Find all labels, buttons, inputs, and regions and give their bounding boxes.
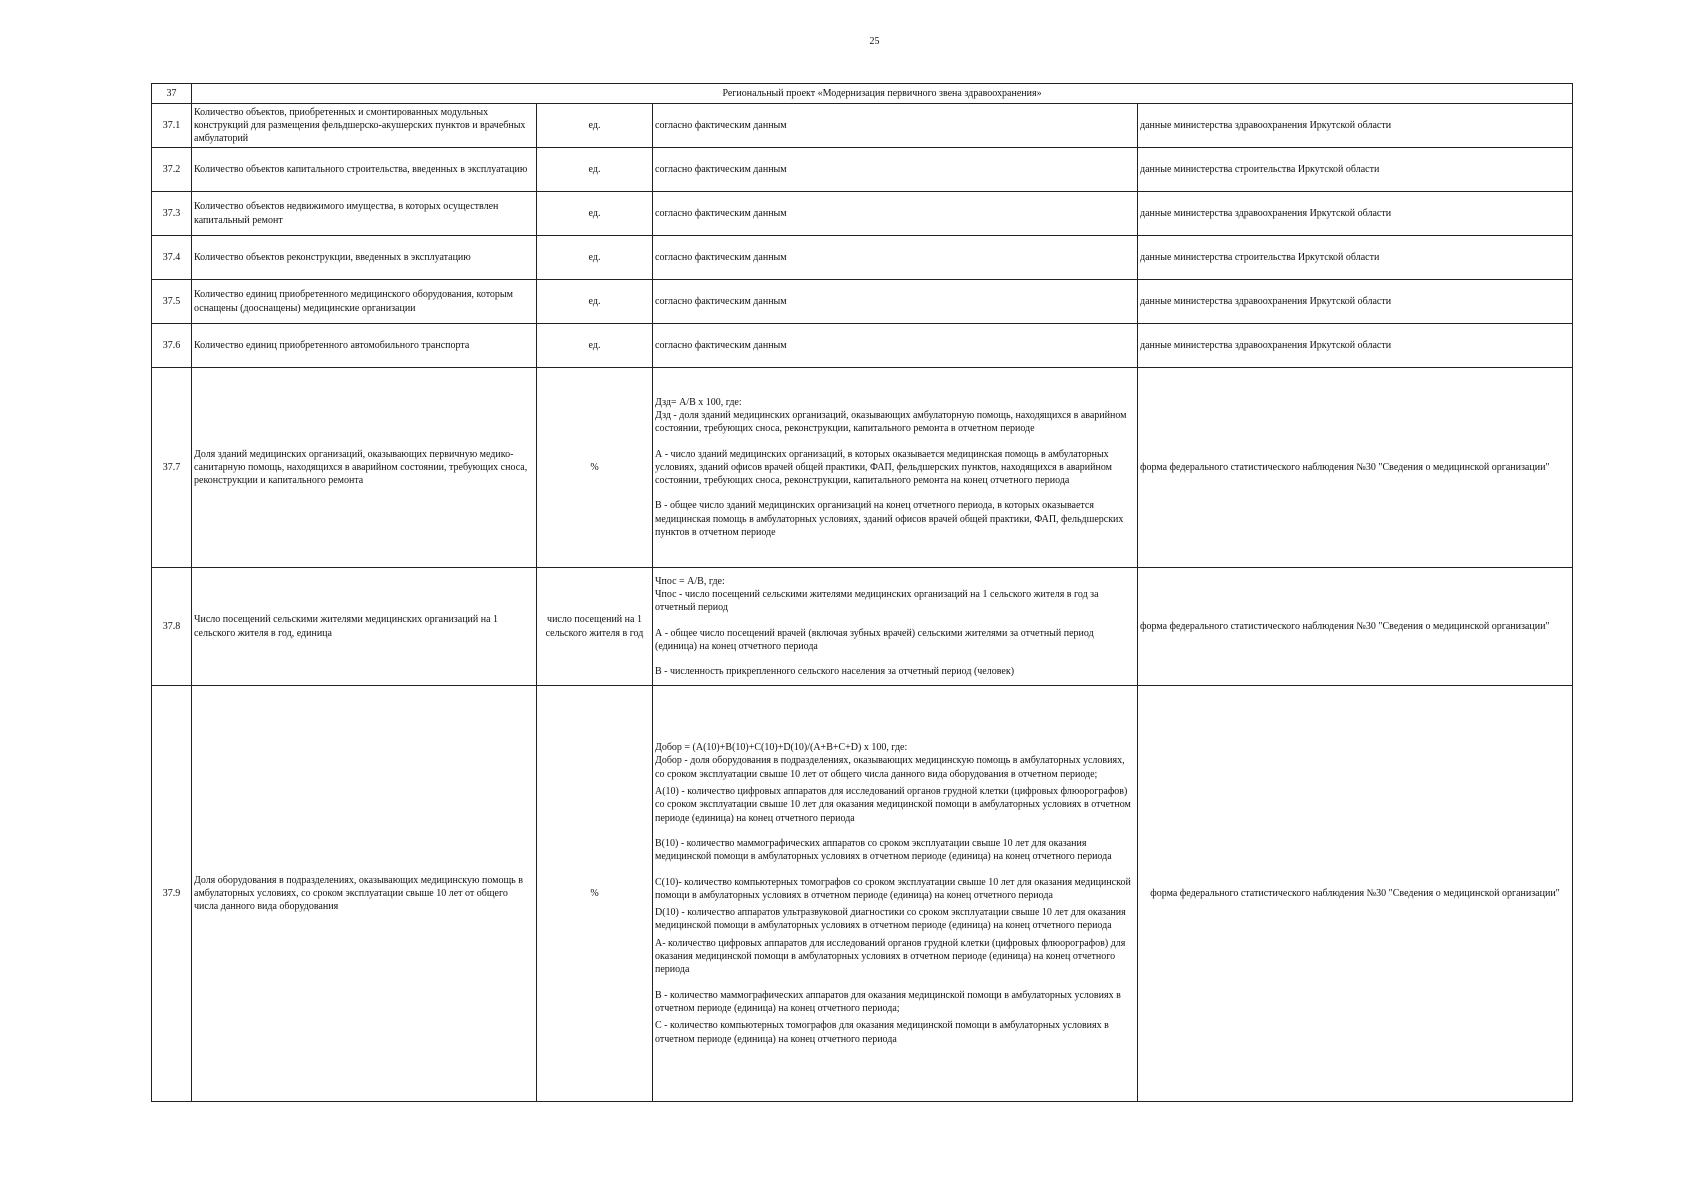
data-source: форма федерального статистического наблюдения №30 "Сведения о медицинской организации" [1138, 368, 1573, 568]
indicator-name: Количество объектов недвижимого имущества, в которых осуществлен капитальный ремонт [192, 192, 537, 236]
indicators-table [151, 83, 1573, 1102]
indicator-name: Число посещений сельскими жителями медицинских организаций на 1 сельского жителя в год, единица [192, 568, 537, 686]
indicator-name: Доля зданий медицинских организаций, оказывающих первичную медико-санитарную помощь, находящихся в аварийном состоянии, требующих сноса, реконструкции и капитального ремонта [192, 368, 537, 568]
formula-term: А(10) - количество цифровых аппаратов для исследований органов грудной клетки (цифровых флюорографов) со сроком эксплуатации свыше 10 лет для оказания медицинской помощи в амбулаторных условиях в отчетном периоде (единица) на конец отчетного периода [655, 786, 1131, 824]
calculation-method: согласно фактическим данным [653, 104, 1138, 148]
indicator-name: Доля оборудования в подразделениях, оказывающих медицинскую помощь в амбулаторных условиях, со сроком эксплуатации свыше 10 лет от общего числа данного вида оборудования [192, 686, 537, 1102]
formula-term: А - число зданий медицинских организаций, в которых оказывается медицинская помощь в амбулаторных условиях, зданий офисов врачей общей практики, ФАП, фельдшерских пунктов, находящихся в аварийном состоянии, требующих сноса, реконструкции, капитального ремонта на конец отчетного периода [655, 448, 1112, 487]
table-row [152, 686, 1573, 1102]
formula-term: Чпос - число посещений сельскими жителями медицинских организаций на 1 сельского жителя в год за отчетный период [655, 588, 1099, 614]
table-row [152, 192, 1573, 236]
section-number: 37 [152, 84, 192, 104]
section-header-row [152, 84, 1573, 104]
indicator-name: Количество единиц приобретенного медицинского оборудования, которым оснащены (дооснащены) медицинские организации [192, 280, 537, 324]
unit: ед. [537, 324, 653, 368]
unit: ед. [537, 104, 653, 148]
unit: ед. [537, 280, 653, 324]
data-source: данные министерства строительства Иркутской области [1138, 148, 1573, 192]
row-number: 37.2 [152, 148, 192, 192]
unit: % [537, 368, 653, 568]
page-number: 25 [869, 36, 880, 47]
section-title: Региональный проект «Модернизация первичного звена здравоохранения» [192, 84, 1573, 104]
calculation-method: согласно фактическим данным [653, 148, 1138, 192]
table-row [152, 280, 1573, 324]
formula-term: Добор - доля оборудования в подразделениях, оказывающих медицинскую помощь в амбулаторных условиях, со сроком эксплуатации свыше 10 лет от общего числа данного вида оборудования в отчетном периоде; [655, 755, 1125, 780]
row-number: 37.7 [152, 368, 192, 568]
indicator-name: Количество объектов капитального строительства, введенных в эксплуатацию [192, 148, 537, 192]
formula-term: В - количество маммографических аппаратов для оказания медицинской помощи в амбулаторных условиях в отчетном периоде (единица) на конец отчетного периода; [655, 989, 1121, 1014]
table-row [152, 148, 1573, 192]
data-source: данные министерства здравоохранения Иркутской области [1138, 104, 1573, 148]
unit: ед. [537, 148, 653, 192]
table-row [152, 104, 1573, 148]
row-number: 37.9 [152, 686, 192, 1102]
data-source: данные министерства здравоохранения Иркутской области [1138, 192, 1573, 236]
unit: число посещений на 1 сельского жителя в год [537, 568, 653, 686]
row-number: 37.3 [152, 192, 192, 236]
formula-term: В - общее число зданий медицинских организаций на конец отчетного периода, в которых оказывается медицинская помощь в амбулаторных условиях, зданий офисов врачей общей практики, ФАП, фельдшерских пунктов в отчетном периоде [655, 500, 1124, 539]
row-number: 37.5 [152, 280, 192, 324]
formula: Добор = (A(10)+B(10)+C(10)+D(10)/(A+B+C+D) х 100, где: [655, 742, 908, 754]
formula-term: D(10) - количество аппаратов ультразвуковой диагностики со сроком эксплуатации свыше 10 лет для оказания медицинской помощи в амбулаторных условиях в отчетном периоде (единица) на конец отчетного периода [655, 907, 1126, 932]
formula-term: С - количество компьютерных томографов для оказания медицинской помощи в амбулаторных условиях в отчетном периоде (единица) на конец отчетного периода [655, 1020, 1109, 1045]
calculation-method [653, 568, 1138, 686]
calculation-method: согласно фактическим данным [653, 324, 1138, 368]
data-source: форма федерального статистического наблюдения №30 "Сведения о медицинской организации" [1138, 568, 1573, 686]
indicator-name: Количество объектов реконструкции, введенных в эксплуатацию [192, 236, 537, 280]
table-row [152, 236, 1573, 280]
calculation-method: согласно фактическим данным [653, 280, 1138, 324]
indicator-name: Количество единиц приобретенного автомобильного транспорта [192, 324, 537, 368]
indicator-name: Количество объектов, приобретенных и смонтированных модульных конструкций для размещения фельдшерско-акушерских пунктов и врачебных амбулаторий [192, 104, 537, 148]
calculation-method [653, 368, 1138, 568]
unit: % [537, 686, 653, 1102]
calculation-method: согласно фактическим данным [653, 192, 1138, 236]
calculation-method [653, 686, 1138, 1102]
data-source: форма федерального статистического наблюдения №30 "Сведения о медицинской организации" [1138, 686, 1573, 1102]
unit: ед. [537, 236, 653, 280]
formula: Дзд= А/В х 100, где: [655, 396, 742, 408]
formula-term: А- количество цифровых аппаратов для исследований органов грудной клетки (цифровых флюорографов) для оказания медицинской помощи в амбулаторных условиях в отчетном периоде (единица) на конец отчетного периода [655, 937, 1126, 976]
formula: Чпос = А/В, где: [655, 575, 725, 587]
formula-term: В(10) - количество маммографических аппаратов со сроком эксплуатации свыше 10 лет для оказания медицинской помощи в амбулаторных условиях в отчетном периоде (единица) на конец отчетного периода [655, 837, 1112, 863]
formula-term: В - численность прикрепленного сельского населения за отчетный период (человек) [655, 666, 1015, 678]
formula-term: Дзд - доля зданий медицинских организаций, оказывающих амбулаторную помощь, находящихся в аварийном состоянии, требующих сноса, реконструкции, капитального ремонта в отчетном периоде [655, 409, 1127, 435]
formula-term: С(10)- количество компьютерных томографов со сроком эксплуатации свыше 10 лет для оказания медицинской помощи в амбулаторных условиях в отчетном периоде (единица) на конец отчетного периода [655, 876, 1131, 901]
formula-term: А - общее число посещений врачей (включая зубных врачей) сельскими жителями за отчетный период (единица) на конец отчетного периода [655, 627, 1094, 652]
data-source: данные министерства здравоохранения Иркутской области [1138, 280, 1573, 324]
data-source: данные министерства здравоохранения Иркутской области [1138, 324, 1573, 368]
row-number: 37.1 [152, 104, 192, 148]
row-number: 37.6 [152, 324, 192, 368]
calculation-method: согласно фактическим данным [653, 236, 1138, 280]
row-number: 37.8 [152, 568, 192, 686]
table-row [152, 368, 1573, 568]
table-row [152, 324, 1573, 368]
row-number: 37.4 [152, 236, 192, 280]
data-source: данные министерства строительства Иркутской области [1138, 236, 1573, 280]
unit: ед. [537, 192, 653, 236]
table-row [152, 568, 1573, 686]
